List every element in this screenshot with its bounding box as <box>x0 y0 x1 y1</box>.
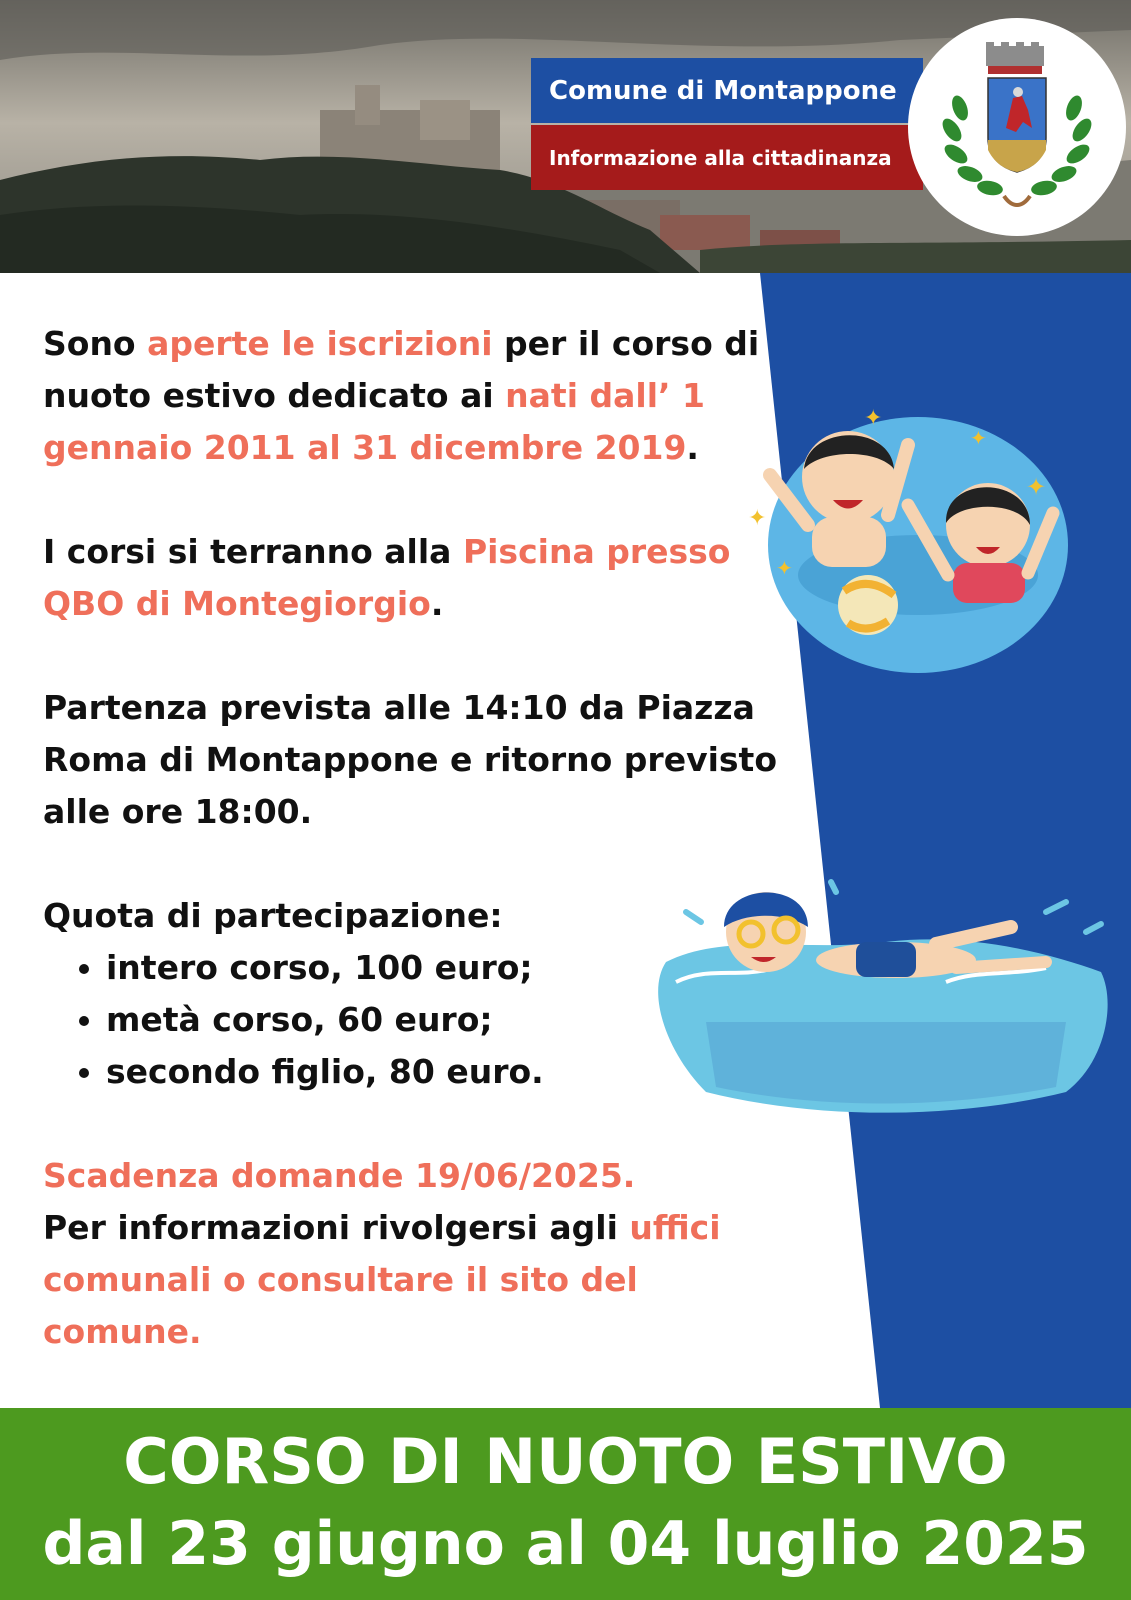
svg-text:✦: ✦ <box>864 406 883 431</box>
crown-icon <box>986 42 1044 74</box>
svg-text:✦: ✦ <box>970 426 987 450</box>
schedule-paragraph: Partenza prevista alle 14:10 da Piazza Roma di Montappone e ritorno previsto alle ore 18:00. <box>43 688 777 831</box>
fees-list <box>43 942 803 1098</box>
fee-item: • intero corso, 100 euro; <box>106 942 803 994</box>
coat-of-arms-seal <box>908 18 1126 236</box>
svg-text:✦: ✦ <box>1026 473 1047 501</box>
footer-banner <box>0 1408 1131 1600</box>
svg-text:✦: ✦ <box>776 556 793 580</box>
registration-paragraph: Sono aperte le iscrizioni per il corso di nuoto estivo dedicato ai nati dall’ 1 gennaio 2011 al 31 dicembre 2019. <box>43 324 760 467</box>
fee-item: • secondo figlio, 80 euro. <box>106 1046 803 1098</box>
info-paragraph: Per informazioni rivolgersi agli uffici comunali o consultare il sito del comune. <box>43 1208 721 1351</box>
course-dates: dal 23 giugno al 04 luglio 2025 <box>42 1509 1089 1579</box>
course-title: CORSO DI NUOTO ESTIVO <box>123 1425 1008 1498</box>
subtitle-label: Informazione alla cittadinanza <box>531 125 923 190</box>
fees-title: Quota di partecipazione: <box>43 896 503 935</box>
municipality-label: Comune di Montappone <box>531 58 923 123</box>
notice-body <box>43 318 803 1358</box>
fee-item: • metà corso, 60 euro; <box>106 994 803 1046</box>
deadline-text: Scadenza domande 19/06/2025. <box>43 1156 636 1195</box>
fees-section <box>43 890 803 1098</box>
svg-text:✦: ✦ <box>748 506 767 531</box>
location-paragraph: I corsi si terranno alla Piscina presso QBO di Montegiorgio. <box>43 532 731 623</box>
